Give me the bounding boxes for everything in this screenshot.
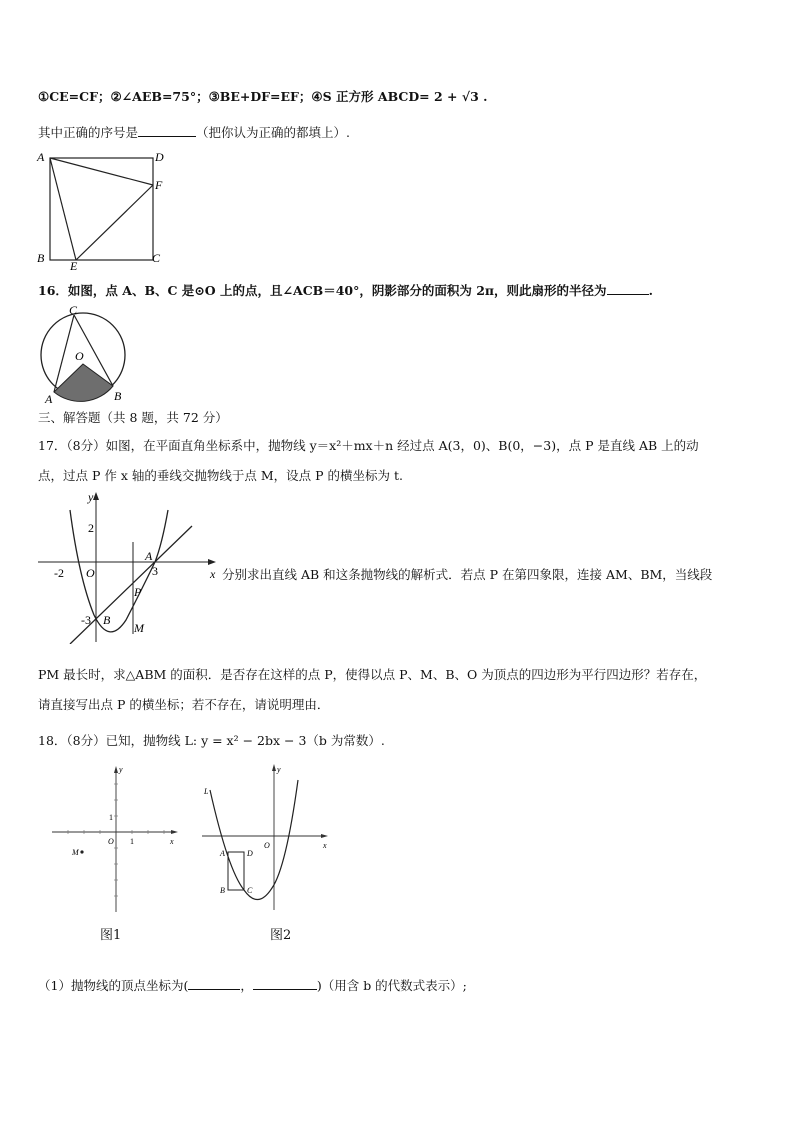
graph17-label-o: O bbox=[86, 566, 95, 580]
circle-label-a: A bbox=[45, 392, 53, 406]
q17-line5: 请直接写出点 P 的横坐标；若不存在，请说明理由． bbox=[38, 697, 330, 712]
square-label-b: B bbox=[37, 251, 45, 265]
q18-figure1 bbox=[48, 760, 188, 920]
q16-answer-blank bbox=[607, 282, 649, 295]
square-label-c: C bbox=[152, 251, 161, 265]
square-label-f: F bbox=[155, 178, 163, 192]
square-figure bbox=[34, 148, 174, 272]
fig1-caption: 图1 bbox=[100, 928, 122, 943]
graph17-label-m: M bbox=[134, 621, 144, 635]
graph17-label-x: x bbox=[210, 567, 216, 581]
fig1-label-1x: 1 bbox=[130, 837, 134, 846]
circle-label-c: C bbox=[69, 303, 78, 317]
q15-question-suffix: （把你认为正确的都填上）. bbox=[196, 125, 350, 140]
q17-line2: 点，过点 P 作 x 轴的垂线交抛物线于点 M，设点 P 的横坐标为 t. bbox=[38, 468, 403, 483]
circle-label-o: O bbox=[75, 349, 84, 363]
circle-figure bbox=[36, 302, 136, 406]
fig1-label-1y: 1 bbox=[109, 813, 113, 822]
q18-sub1-suffix: )（用含 b 的代数式表示）; bbox=[316, 978, 467, 993]
q18-sub1-blank1 bbox=[188, 977, 240, 990]
graph17-label-3: 3 bbox=[152, 564, 158, 578]
section3-title: 三、解答题（共 8 题，共 72 分） bbox=[38, 410, 228, 425]
q17-line4: PM 最长时，求△ABM 的面积．是否存在这样的点 P，使得以点 P、M、B、O 为顶点的四边形为平行四边形？若存在， bbox=[38, 667, 707, 682]
square-label-d: D bbox=[155, 150, 164, 164]
fig2-label-d: D bbox=[247, 849, 253, 858]
fig1-label-m: M bbox=[72, 848, 79, 857]
graph17-label-neg3: -3 bbox=[81, 613, 91, 627]
q17-line1: 17．（8分）如图，在平面直角坐标系中，抛物线 y＝x²＋mx＋n 经过点 A(3，0)、B(0，−3)，点 P 是直线 AB 上的动 bbox=[38, 438, 699, 453]
fig2-label-c: C bbox=[247, 886, 253, 895]
fig2-label-x: x bbox=[323, 841, 327, 850]
q18-figure2 bbox=[198, 760, 338, 920]
q15-options: ①CE=CF；②∠AEB=75°；③BE+DF=EF；④S 正方形 ABCD= 2 + √3 . bbox=[38, 89, 488, 104]
q16-text bbox=[38, 282, 653, 300]
q16-question: 16．如图，点 A、B、C 是⊙O 上的点，且∠ACB＝40°，阴影部分的面积为 2π，则此扇形的半径为 bbox=[38, 283, 607, 298]
q17-graph bbox=[36, 488, 222, 644]
fig2-label-a: A bbox=[220, 849, 225, 858]
graph17-label-y: y bbox=[88, 490, 94, 504]
q18-sub1-prefix: （1）抛物线的顶点坐标为( bbox=[38, 978, 189, 993]
graph17-label-neg2: -2 bbox=[54, 566, 64, 580]
q18-sub1 bbox=[38, 977, 467, 995]
q18-text: 18．（8分）已知，抛物线 L: y = x² − 2bx − 3（b 为常数）. bbox=[38, 733, 385, 748]
q17-line3: 分别求出直线 AB 和这条抛物线的解析式．若点 P 在第四象限，连接 AM、BM，当线段 bbox=[222, 567, 713, 582]
fig2-caption: 图2 bbox=[270, 928, 292, 943]
q15-question-prefix: 其中正确的序号是 bbox=[38, 125, 139, 140]
q15-question bbox=[38, 124, 350, 142]
graph17-label-p: P bbox=[134, 585, 142, 599]
fig2-label-y: y bbox=[277, 765, 281, 774]
square-label-e: E bbox=[70, 259, 78, 272]
graph17-label-b: B bbox=[103, 613, 111, 627]
fig2-label-b: B bbox=[220, 886, 225, 895]
fig2-label-l: L bbox=[204, 787, 209, 796]
graph17-label-2: 2 bbox=[88, 521, 94, 535]
q16-suffix: . bbox=[648, 283, 653, 298]
q18-sub1-blank2 bbox=[253, 977, 317, 990]
circle-label-b: B bbox=[114, 389, 122, 403]
square-label-a: A bbox=[37, 150, 45, 164]
fig2-label-o: O bbox=[264, 841, 270, 850]
fig1-label-o: O bbox=[108, 837, 114, 846]
q15-answer-blank bbox=[138, 124, 196, 137]
fig1-label-x: x bbox=[170, 837, 174, 846]
fig1-label-y: y bbox=[119, 765, 123, 774]
q18-sub1-mid: ， bbox=[240, 978, 253, 993]
graph17-label-a: A bbox=[145, 549, 153, 563]
